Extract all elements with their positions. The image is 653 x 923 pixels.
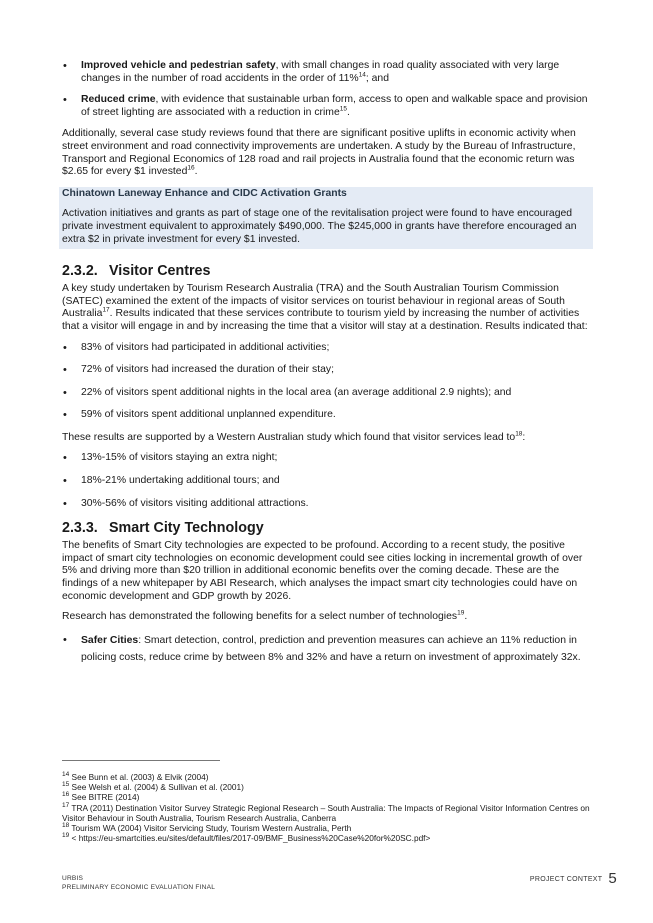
footer-left <box>62 874 215 892</box>
list-item: • 59% of visitors spent additional unplanned expenditure. <box>62 409 593 422</box>
list-item: • 72% of visitors had increased the duration of their stay; <box>62 364 593 377</box>
footnote: $^{17}$ TRA (2011) Destination Visitor Survey Strategic Regional Research – South Australia: The Impacts of Regional Visitor Information Centres on Visitor Behaviour in South Australia, Tourism Research Australia, Canberra <box>62 801 590 823</box>
wa-results-list <box>62 452 593 510</box>
footer-doc-title: PRELIMINARY ECONOMIC EVALUATION FINAL <box>62 884 216 891</box>
list-item: • 13%-15% of visitors staying an extra night; <box>62 452 593 465</box>
footnotes <box>62 772 602 843</box>
list-item: • Reduced crime, with evidence that sustainable urban form, access to open and walkable space and provision of street lighting are associated with a reduction in crime$^{15}$. <box>62 94 593 119</box>
list-item: • 30%-56% of visitors visiting additional attractions. <box>62 498 593 511</box>
footer-org: URBIS <box>62 875 84 882</box>
paragraph: Research has demonstrated the following benefits for a select number of technologies$^{19}$. <box>62 609 468 623</box>
list-item: • 18%-21% undertaking additional tours; and <box>62 475 593 488</box>
smart-benefits-list <box>62 632 593 666</box>
list-item: • 22% of visitors spent additional nights in the local area (an average additional 2.9 nights); and <box>62 387 593 400</box>
footnote: $^{18}$ Tourism WA (2004) Visitor Servicing Study, Tourism Western Australia, Perth <box>62 822 352 834</box>
list-item: • 83% of visitors had participated in additional activities; <box>62 342 593 355</box>
footnote-ref[interactable]: 14 <box>358 71 366 79</box>
section-heading-visitor-centres: 2.3.2. Visitor Centres <box>62 263 211 280</box>
visitor-results-list <box>62 342 593 422</box>
paragraph-additionally: Additionally, several case study reviews found that there are significant positive uplifts in economic activity when street environment and road connectivity improvements are undertaken. A study by the Bureau of Infrastructure, Transport and Regional Economics of 128 road and rail projects in Australia found that the economic return was $2.65 for every $1 invested$^{16}$. <box>62 128 576 178</box>
footnote-ref[interactable]: 18 <box>515 430 523 438</box>
footnote: $^{14}$ See Bunn et al. (2003) & Elvik (2004) <box>62 771 209 782</box>
paragraph: These results are supported by a Western Australian study which found that visitor services lead $to^{18}$: <box>62 430 526 443</box>
footnote: $^{15}$ See Welsh et al. (2004) & Sullivan et al. (2001) <box>62 781 244 793</box>
footnote-link[interactable]: < https://eu-smartcities.eu/sites/default/files/2017-09/BMF_Business%20Case%20for%20SC.pdf> <box>69 833 431 844</box>
page-number: 5 <box>608 870 617 887</box>
paragraph: The benefits of Smart City technologies are expected to be profound. According to a recent study, the positive impact of smart city technologies on economic development could see cities locking in incremental growth of over 5% and driving more than $20 trillion in additional economic benefits over the coming decade. These are the findings of a new whitepaper by ABI Research, which analyses the impact smart city technologies could have on economic development and GDP growth by 2026. <box>62 540 583 602</box>
footnote-ref[interactable]: 15 <box>339 105 347 113</box>
footer-right <box>530 870 617 887</box>
case-study-callout <box>59 187 593 249</box>
footnote-ref[interactable]: 19 <box>457 609 465 617</box>
footnote: $^{16}$ See BITRE (2014) <box>62 791 140 803</box>
callout-title: Chinatown Laneway Enhance and CIDC Activation Grants <box>62 187 347 199</box>
footnote-ref[interactable]: 17 <box>102 306 110 314</box>
footer-section: PROJECT CONTEXT <box>529 876 603 883</box>
list-item: • Safer Cities: Smart detection, control, prediction and prevention measures can achieve an 11% reduction in policing costs, reduce crime by between 8% and 32% and have a return on investment of approximately 32x. <box>62 632 593 666</box>
document-body <box>62 60 593 675</box>
list-item: • Improved vehicle and pedestrian safety, with small changes in road quality associated with very large changes in the number of road accidents in the order of 11%$^{14}$; and <box>62 60 593 85</box>
footnote-divider <box>62 760 220 761</box>
intro-bullet-list <box>62 60 593 119</box>
section-heading-smart-city: 2.3.3. Smart City Technology <box>62 520 264 537</box>
callout-body: Activation initiatives and grants as part of stage one of the revitalisation project were found to have encouraged private investment equivalent to approximately $490,000. The $245,000 in grants have therefore encouraged an extra $2 in private investment for every $1 invested. <box>62 208 577 245</box>
paragraph: A key study undertaken by Tourism Research Australia (TRA) and the South Australian Tourism Commission (SATEC) examined the extent of the impacts of visitor services on tourist behaviour in regional areas of South Australia$^{17}$. Results indicated that these services contribute to tourism yield by increasing the number of activities that a visitor will engage in and by increasing the time that a visitor will stay at a destination. Results indicated that: <box>62 283 588 332</box>
footnote-ref[interactable]: 16 <box>187 164 195 172</box>
footnote[interactable]: $^{19}$ < https://eu-smartcities.eu/sites/default/files/2017-09/BMF_Business%20Case%20for%20SC.pdf> <box>62 832 431 844</box>
